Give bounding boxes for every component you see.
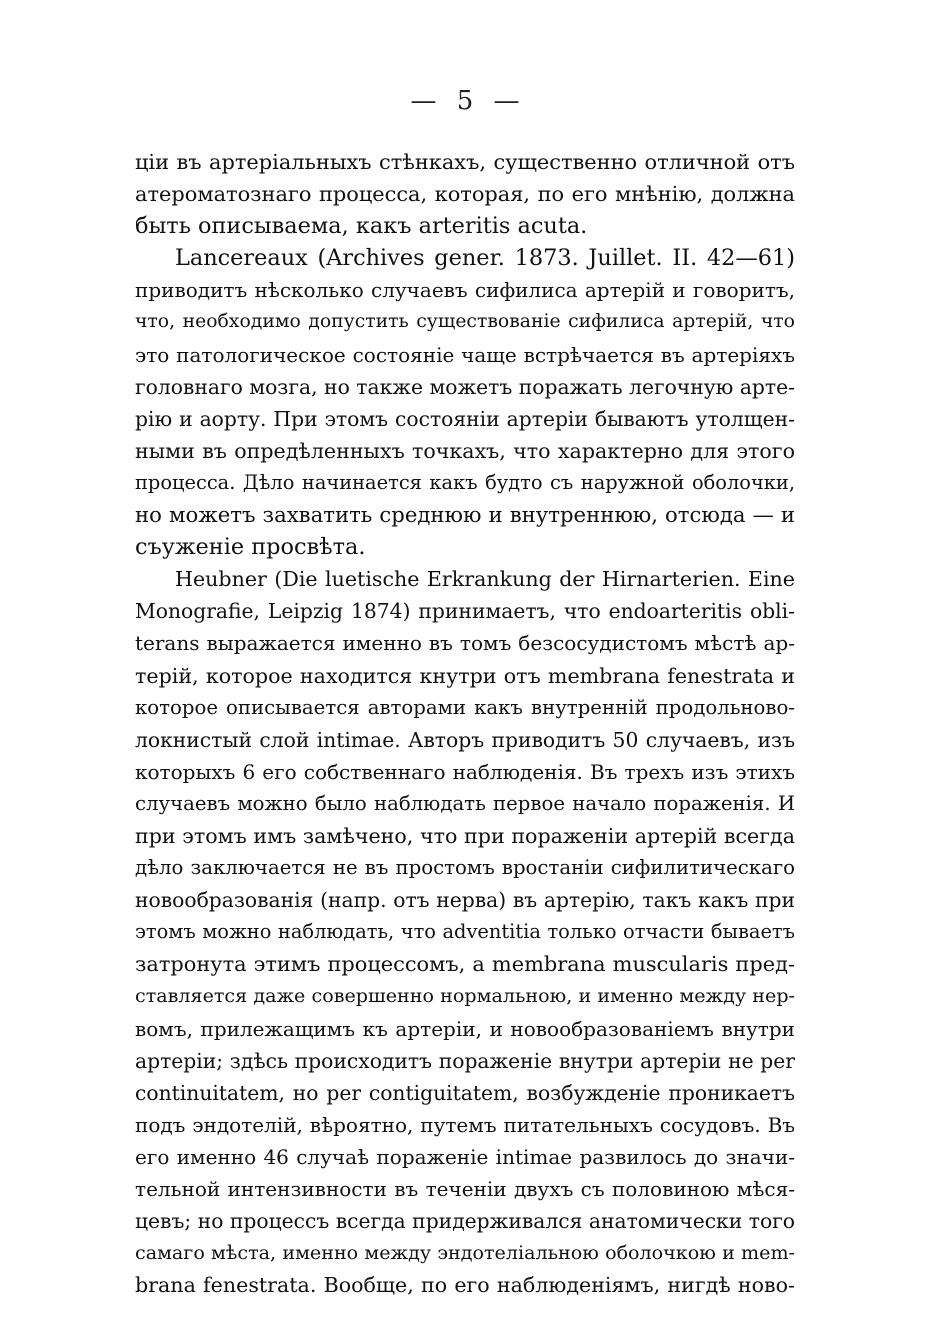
- text-line: затронута этимъ процессомъ, а membrana muscularis пред-: [135, 952, 795, 977]
- text-line: этомъ можно наблюдать, что adventitia только отчасти бываетъ: [135, 920, 795, 944]
- text-line: которыхъ 6 его собственнаго наблюденія. Въ трехъ изъ этихъ: [135, 759, 795, 784]
- text-line: случаевъ можно было наблюдать первое начало пораженія. И: [135, 791, 795, 815]
- text-line: это патологическое состояніе чаще встрѣчается въ артеріяхъ: [135, 342, 795, 367]
- text-line: ными въ опредѣленныхъ точкахъ, что характерно для этого: [135, 438, 795, 463]
- text-line: тельной интензивности въ теченіи двухъ съ половиною мѣся-: [135, 1177, 795, 1201]
- text-line: быть описываема, какъ arteritis acuta.: [135, 213, 588, 240]
- page-number: — 5 —: [410, 86, 526, 116]
- text-line: атероматознаго процесса, которая, по его мнѣнію, должна: [135, 182, 795, 207]
- body-text: [135, 146, 795, 1301]
- text-line: что, необходимо допустить существованіе сифилиса артерій, что: [135, 311, 795, 333]
- text-line: continuitatem, но per contiguitatem, возбужденіе проникаетъ: [135, 1080, 795, 1105]
- text-line: brana fenestrata. Вообще, по его наблюденіямъ, нигдѣ ново-: [135, 1273, 795, 1298]
- text-line: приводитъ нѣсколько случаевъ сифилиса артерій и говоритъ,: [135, 278, 795, 303]
- text-line: terans выражается именно въ томъ безсосудистомъ мѣстѣ ар-: [135, 631, 795, 656]
- text-line: цевъ; но процессъ всегда придерживался анатомически того: [135, 1209, 795, 1234]
- text-line: ціи въ артеріальныхъ стѣнкахъ, существенно отличной отъ: [135, 150, 795, 174]
- text-line: которое описывается авторами какъ внутренній продольново-: [135, 695, 795, 719]
- text-line: Heubner (Die luetische Erkrankung der Hirnarterien. Eine: [175, 567, 795, 592]
- text-line: артеріи; здѣсь происходитъ пораженіе внутри артеріи не per: [135, 1048, 795, 1073]
- text-line: его именно 46 случаѣ пораженіе intimae развилось до значи-: [135, 1144, 795, 1169]
- text-line: головнаго мозга, но также можетъ поражать легочную арте-: [135, 374, 795, 399]
- text-line: терій, которое находится кнутри отъ membrana fenestrata и: [135, 663, 795, 688]
- text-line: дѣло заключается не въ простомъ вростаніи сифилитическаго: [135, 856, 795, 880]
- text-line: новообразованія (напр. отъ нерва) въ артерію, такъ какъ при: [135, 888, 795, 913]
- text-line: рію и аорту. При этомъ состояніи артеріи бываютъ утолщен-: [135, 406, 795, 431]
- text-line: Monografie, Leipzig 1874) принимаетъ, что endoarteritis obli-: [135, 599, 795, 624]
- text-line: процесса. Дѣло начинается какъ будто съ наружной оболочки,: [135, 470, 795, 494]
- text-line: Lancereaux (Archives gener. 1873. Juillet. II. 42—61): [175, 245, 795, 272]
- text-line: вомъ, прилежащимъ къ артеріи, и новообразованіемъ внутри: [135, 1016, 795, 1041]
- text-line: подъ эндотелій, вѣроятно, путемъ питательныхъ сосудовъ. Въ: [135, 1112, 795, 1137]
- text-line: съуженіе просвѣта.: [135, 534, 366, 561]
- text-line: при этомъ имъ замѣчено, что при пораженіи артерій всегда: [135, 823, 795, 848]
- text-line: локнистый слой intimae. Авторъ приводитъ 50 случаевъ, изъ: [135, 727, 795, 752]
- text-line: самаго мѣста, именно между эндотеліальною оболочкою и mem-: [135, 1241, 795, 1265]
- text-line: но можетъ захватить среднюю и внутреннюю, отсюда — и: [135, 502, 795, 528]
- text-line: ставляется даже совершенно нормальною, и именно между нер-: [135, 984, 795, 1008]
